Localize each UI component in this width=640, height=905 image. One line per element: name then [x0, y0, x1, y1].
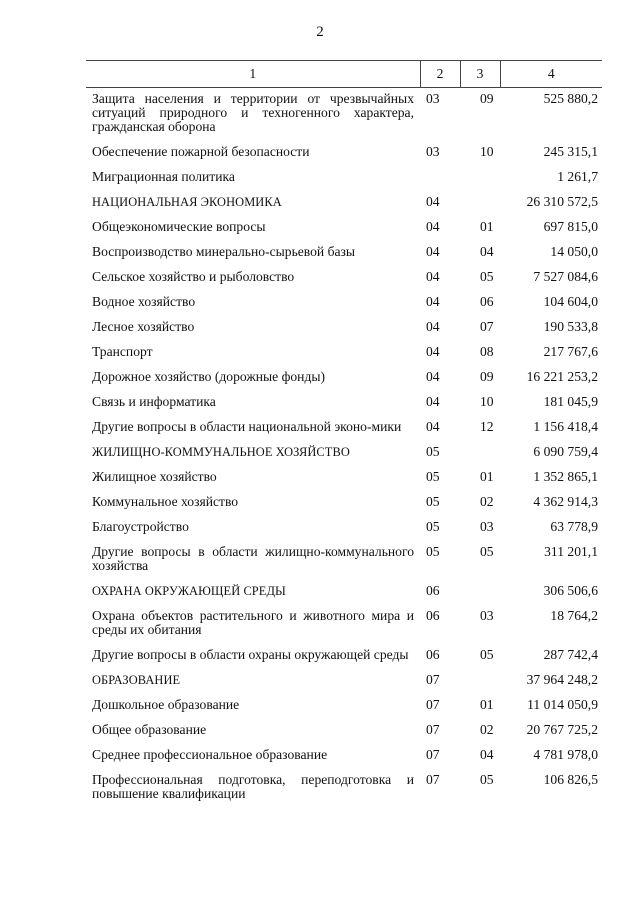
row-section: 05 — [426, 544, 440, 559]
row-name: Дошкольное образование — [92, 697, 240, 712]
row-section: 04 — [426, 419, 440, 434]
table-row — [86, 495, 602, 520]
row-subsection: 05 — [480, 772, 494, 787]
row-section: 07 — [426, 672, 440, 687]
row-amount: 181 045,9 — [543, 394, 598, 409]
row-subsection — [460, 673, 500, 698]
row-section: 05 — [426, 494, 440, 509]
row-section: 04 — [426, 294, 440, 309]
row-subsection: 02 — [480, 494, 494, 509]
table-row — [86, 773, 602, 812]
row-name: Защита населения и территории от чрезвычайных ситуаций природного и техногенного характера, гражданская оборона — [92, 91, 414, 134]
header-col-2: 2 — [420, 61, 460, 88]
row-section — [420, 170, 460, 195]
page-number: 2 — [316, 24, 324, 40]
row-name: ОБРАЗОВАНИЕ — [92, 673, 181, 687]
row-name: Сельское хозяйство и рыболовство — [92, 269, 295, 284]
row-section: 04 — [426, 244, 440, 259]
row-amount: 37 964 248,2 — [526, 672, 598, 687]
row-amount: 190 533,8 — [543, 319, 598, 334]
row-name: ОХРАНА ОКРУЖАЮЩЕЙ СРЕДЫ — [92, 584, 286, 598]
row-name: Воспроизводство минерально-сырьевой базы — [92, 244, 356, 259]
table-row — [86, 748, 602, 773]
table-header — [86, 61, 602, 88]
row-subsection: 05 — [480, 269, 494, 284]
table-row — [86, 88, 602, 146]
row-name: Водное хозяйство — [92, 294, 196, 309]
row-name: Общеэкономические вопросы — [92, 219, 266, 234]
table-row — [86, 295, 602, 320]
table-body — [86, 88, 602, 813]
row-section: 06 — [426, 608, 440, 623]
row-section: 04 — [426, 269, 440, 284]
row-amount: 306 506,6 — [543, 583, 598, 598]
row-amount: 7 527 084,6 — [533, 269, 598, 284]
row-amount: 245 315,1 — [543, 144, 598, 159]
table-row — [86, 320, 602, 345]
row-section: 03 — [426, 144, 440, 159]
table-row — [86, 420, 602, 445]
row-name: Дорожное хозяйство (дорожные фонды) — [92, 369, 326, 384]
row-subsection: 04 — [480, 747, 494, 762]
row-section: 07 — [426, 747, 440, 762]
row-subsection: 01 — [480, 469, 494, 484]
table-row — [86, 698, 602, 723]
row-section: 06 — [426, 647, 440, 662]
row-amount: 287 742,4 — [543, 647, 598, 662]
row-name: Обеспечение пожарной безопасности — [92, 144, 310, 159]
row-name: Другие вопросы в области охраны окружающей среды — [92, 647, 409, 662]
row-amount: 4 781 978,0 — [533, 747, 598, 762]
table-row — [86, 395, 602, 420]
row-name: Транспорт — [92, 344, 153, 359]
row-subsection: 03 — [480, 608, 494, 623]
row-name: Другие вопросы в области жилищно-коммунального хозяйства — [92, 544, 414, 573]
row-amount: 26 310 572,5 — [526, 194, 598, 209]
table-row — [86, 370, 602, 395]
row-section: 03 — [426, 91, 440, 106]
row-amount: 14 050,0 — [550, 244, 598, 259]
table-row — [86, 723, 602, 748]
row-section: 05 — [426, 519, 440, 534]
row-amount: 1 261,7 — [557, 169, 598, 184]
row-name: Другие вопросы в области национальной эконо-мики — [92, 419, 402, 434]
row-amount: 106 826,5 — [543, 772, 598, 787]
row-section: 04 — [426, 319, 440, 334]
table-row — [86, 470, 602, 495]
row-subsection: 07 — [480, 319, 494, 334]
row-amount: 217 767,6 — [543, 344, 598, 359]
row-section: 07 — [426, 697, 440, 712]
row-name: Охрана объектов растительного и животного мира и среды их обитания — [92, 608, 414, 637]
table-row — [86, 520, 602, 545]
table-row — [86, 170, 602, 195]
row-subsection: 03 — [480, 519, 494, 534]
row-amount: 525 880,2 — [543, 91, 598, 106]
row-subsection — [460, 445, 500, 470]
row-amount: 4 362 914,3 — [533, 494, 598, 509]
row-amount: 6 090 759,4 — [533, 444, 598, 459]
row-name: Благоустройство — [92, 519, 189, 534]
row-subsection: 06 — [480, 294, 494, 309]
row-section: 07 — [426, 772, 440, 787]
row-subsection: 08 — [480, 344, 494, 359]
row-subsection: 10 — [480, 144, 494, 159]
row-amount: 20 767 725,2 — [526, 722, 598, 737]
row-subsection — [460, 170, 500, 195]
row-subsection: 10 — [480, 394, 494, 409]
table-row — [86, 545, 602, 584]
row-amount: 11 014 050,9 — [527, 697, 598, 712]
row-amount: 1 352 865,1 — [533, 469, 598, 484]
table-row — [86, 673, 602, 698]
row-section: 04 — [426, 369, 440, 384]
row-section: 04 — [426, 219, 440, 234]
row-amount: 697 815,0 — [543, 219, 598, 234]
row-name: ЖИЛИЩНО-КОММУНАЛЬНОЕ ХОЗЯЙСТВО — [92, 445, 350, 459]
row-subsection: 02 — [480, 722, 494, 737]
table-row — [86, 648, 602, 673]
row-subsection: 12 — [480, 419, 494, 434]
row-name: Связь и информатика — [92, 394, 216, 409]
row-subsection: 05 — [480, 647, 494, 662]
row-name: Коммунальное хозяйство — [92, 494, 239, 509]
row-amount: 18 764,2 — [550, 608, 598, 623]
header-col-4: 4 — [500, 61, 602, 88]
table-row — [86, 145, 602, 170]
budget-table — [86, 60, 602, 812]
row-name: Миграционная политика — [92, 169, 235, 184]
table-row — [86, 345, 602, 370]
row-name: Общее образование — [92, 722, 207, 737]
table-row — [86, 445, 602, 470]
row-name: НАЦИОНАЛЬНАЯ ЭКОНОМИКА — [92, 195, 282, 209]
header-col-3: 3 — [460, 61, 500, 88]
row-section: 05 — [426, 469, 440, 484]
row-section: 04 — [426, 194, 440, 209]
row-subsection: 01 — [480, 219, 494, 234]
header-col-1: 1 — [86, 61, 420, 88]
row-section: 07 — [426, 722, 440, 737]
row-amount: 16 221 253,2 — [526, 369, 598, 384]
row-amount: 63 778,9 — [550, 519, 598, 534]
table-row — [86, 270, 602, 295]
row-subsection: 01 — [480, 697, 494, 712]
table-row — [86, 584, 602, 609]
row-section: 04 — [426, 344, 440, 359]
row-subsection — [460, 584, 500, 609]
row-amount: 104 604,0 — [543, 294, 598, 309]
row-section: 06 — [426, 583, 440, 598]
row-subsection: 04 — [480, 244, 494, 259]
row-amount: 1 156 418,4 — [533, 419, 598, 434]
table-row — [86, 220, 602, 245]
row-subsection: 05 — [480, 544, 494, 559]
row-subsection: 09 — [480, 91, 494, 106]
row-amount: 311 201,1 — [544, 544, 598, 559]
row-name: Среднее профессиональное образование — [92, 747, 328, 762]
table-row — [86, 245, 602, 270]
row-subsection: 09 — [480, 369, 494, 384]
table-row — [86, 609, 602, 648]
table-row — [86, 195, 602, 220]
row-section: 05 — [426, 444, 440, 459]
row-name: Жилищное хозяйство — [92, 469, 217, 484]
row-name: Профессиональная подготовка, переподготовка и повышение квалификации — [92, 772, 414, 801]
row-name: Лесное хозяйство — [92, 319, 195, 334]
row-subsection — [460, 195, 500, 220]
row-section: 04 — [426, 394, 440, 409]
